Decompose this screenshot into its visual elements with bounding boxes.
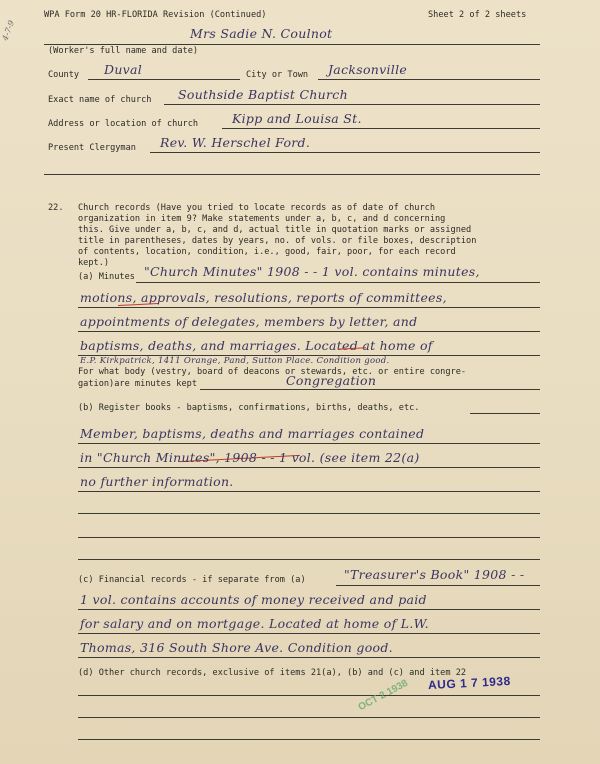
intro-line-1: Church records (Have you tried to locate records as of date of church <box>78 203 435 213</box>
register-line-2: in "Church Minutes", 1908 - - 1 vol. (see item 22(a) <box>80 450 420 465</box>
intro-line-2: organization in item 9? Make statements under a, b, c, and d concerning <box>78 214 446 224</box>
financial-line-1: "Treasurer's Book" 1908 - - <box>344 567 525 582</box>
register-label: (b) Register books - baptisms, confirmations, births, deaths, etc. <box>78 403 420 413</box>
minutes-line-2: motions, approvals, resolutions, reports of committees, <box>80 290 447 305</box>
church-name-value: Southside Baptist Church <box>178 87 348 102</box>
worker-name-value: Mrs Sadie N. Coulnot <box>190 26 333 41</box>
minutes-line-3: appointments of delegates, members by letter, and <box>80 314 418 329</box>
body-value: Congregation <box>286 373 377 388</box>
clergyman-label: Present Clergyman <box>48 143 136 153</box>
county-label: County <box>48 70 80 80</box>
corner-note: 4-7-9 <box>0 19 17 42</box>
other-records-label: (d) Other church records, exclusive of items 21(a), (b) and (c) and item 22 <box>78 668 467 678</box>
financial-label: (c) Financial records - if separate from (a) <box>78 575 306 585</box>
address-value: Kipp and Louisa St. <box>232 111 362 126</box>
church-name-label: Exact name of church <box>48 95 152 105</box>
register-line-3: no further information. <box>80 474 234 489</box>
financial-line-3: for salary and on mortgage. Located at home of L.W. <box>80 616 429 631</box>
minutes-line-1: "Church Minutes" 1908 - - 1 vol. contains minutes, <box>144 264 480 279</box>
county-value: Duval <box>104 62 143 77</box>
minutes-small-note: E.P. Kirkpatrick, 1411 Orange, Pand, Sutton Place. Condition good. <box>80 356 390 366</box>
date-received-stamp: AUG 1 7 1938 <box>427 673 512 693</box>
address-label: Address or location of church <box>48 119 199 129</box>
clergyman-value: Rev. W. Herschel Ford. <box>160 135 311 150</box>
city-value: Jacksonville <box>328 62 408 77</box>
body-label-1: For what body (vestry, board of deacons or stewards, etc. or entire congre- <box>78 367 467 377</box>
intro-line-4: title in parentheses, dates by years, no. of vols. or file boxes, description <box>78 236 477 246</box>
sheet-number: Sheet 2 of 2 sheets <box>428 10 527 20</box>
intro-line-3: this. Give under a, b, c, and d, actual title in quotation marks or assigned <box>78 225 472 235</box>
body-label-2: gation)are minutes kept <box>78 379 197 389</box>
intro-line-5: of contents, location, condition, i.e., good, fair, poor, for each record <box>78 247 456 257</box>
green-received-stamp: OCT 2 1938 <box>356 677 410 714</box>
worker-label: (Worker's full name and date) <box>48 46 199 56</box>
city-label: City or Town <box>246 70 309 80</box>
minutes-line-4: baptisms, deaths, and marriages. Located at home of <box>80 338 433 353</box>
register-line-1: Member, baptisms, deaths and marriages contained <box>80 426 425 441</box>
form-title: WPA Form 20 HR-FLORIDA Revision (Continued) <box>44 10 267 20</box>
financial-line-4: Thomas, 316 South Shore Ave. Condition good. <box>80 640 393 655</box>
minutes-label: (a) Minutes <box>78 272 135 282</box>
financial-line-2: 1 vol. contains accounts of money received and paid <box>80 592 427 607</box>
intro-line-6: kept.) <box>78 258 110 268</box>
section-22-number: 22. <box>48 203 64 213</box>
